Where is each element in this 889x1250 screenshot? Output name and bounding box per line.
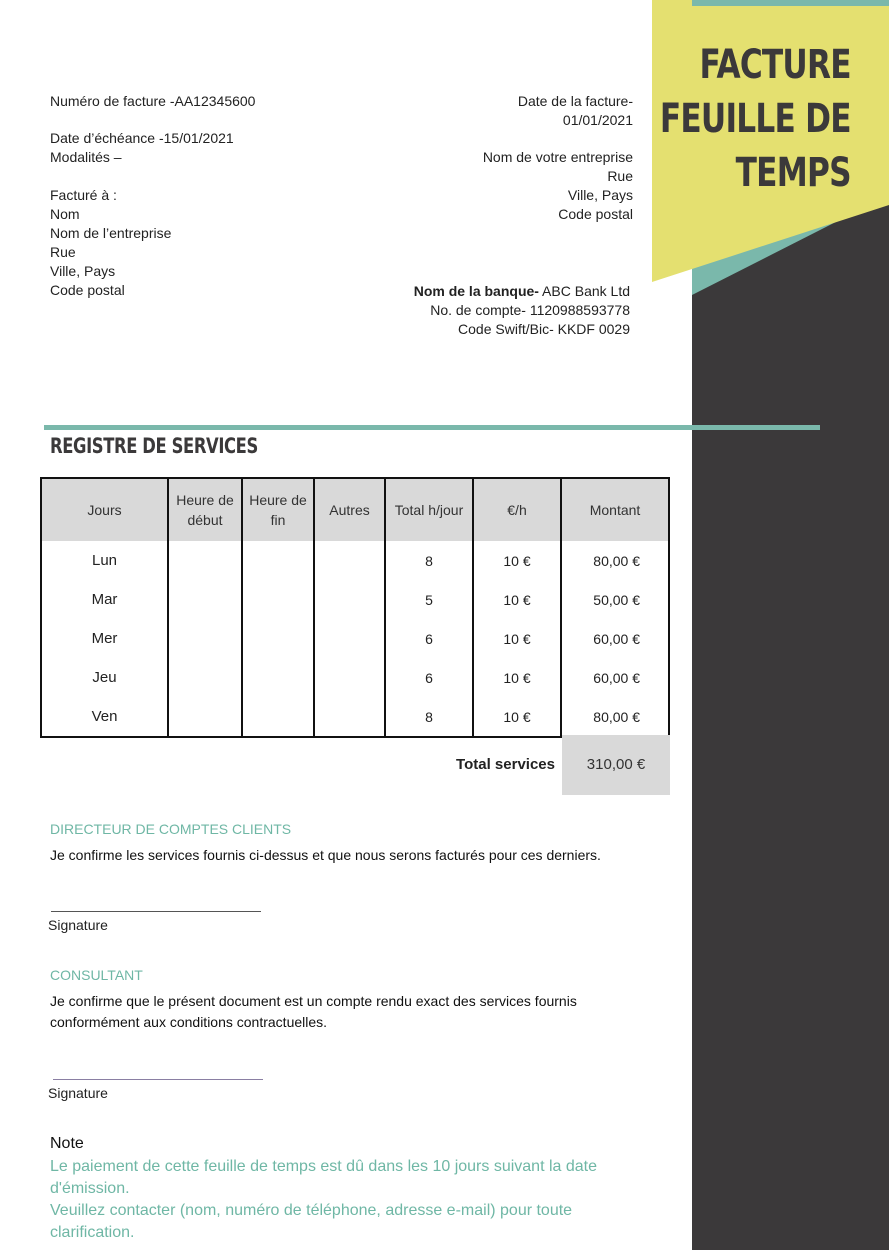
due-date: Date d’échéance -15/01/2021: [50, 130, 234, 146]
signature-label: Signature: [48, 917, 108, 933]
cell-end: [242, 658, 314, 697]
cell-end: [242, 541, 314, 580]
note-line-1: Le paiement de cette feuille de temps est dû dans les 10 jours suivant la date d'émission.: [50, 1158, 598, 1197]
title-line-3: TEMPS: [735, 150, 851, 196]
note-body: [50, 1156, 640, 1244]
billed-to-label: Facturé à :: [50, 187, 117, 203]
cell-hours: 5: [385, 580, 473, 619]
cell-end: [242, 580, 314, 619]
bank-name-value: ABC Bank Ltd: [538, 283, 630, 299]
company-details: [483, 92, 633, 224]
cell-end: [242, 697, 314, 737]
cell-day: Lun: [91, 552, 118, 569]
cell-amount: 80,00 €: [561, 541, 669, 580]
billed-to-postal: Code postal: [50, 282, 125, 298]
cell-rate: 10 €: [473, 541, 561, 580]
bank-details: [414, 282, 630, 339]
cell-other: [314, 541, 385, 580]
bank-swift: Code Swift/Bic- KKDF 0029: [458, 321, 630, 337]
title-line-1: FACTURE: [699, 42, 851, 88]
table-header-row: [41, 478, 669, 541]
table-row: [41, 658, 669, 697]
bank-name-label: Nom de la banque-: [413, 283, 539, 299]
signature-line: [53, 1079, 263, 1080]
cell-day: Jeu: [92, 669, 117, 686]
consultant-statement: Je confirme que le présent document est un compte rendu exact des services fournis conformément aux conditions contractuelles.: [50, 993, 577, 1030]
header-rate: €/h: [473, 478, 561, 541]
consultant-role: CONSULTANT: [50, 967, 143, 983]
table-row: [41, 580, 669, 619]
cell-rate: 10 €: [473, 658, 561, 697]
cell-day: Mer: [91, 630, 118, 647]
billed-to-city: Ville, Pays: [50, 263, 116, 279]
cell-start: [168, 619, 242, 658]
table-row: [41, 619, 669, 658]
cell-amount: 50,00 €: [561, 580, 669, 619]
section-title: REGISTRE DE SERVICES: [50, 434, 258, 458]
cell-hours: 6: [385, 619, 473, 658]
company-postal: Code postal: [558, 206, 633, 222]
table-row: [41, 697, 669, 737]
cell-other: [314, 580, 385, 619]
invoice-date-value: 01/01/2021: [562, 112, 633, 128]
document-title: [660, 38, 851, 200]
cell-day: Mar: [91, 591, 118, 608]
cell-rate: 10 €: [473, 697, 561, 737]
header-other: Autres: [314, 478, 385, 541]
note-line-2: Veuillez contacter (nom, numéro de téléphone, adresse e-mail) pour toute clarification.: [50, 1202, 573, 1241]
header-end-time: Heure de fin: [242, 478, 314, 541]
cell-start: [168, 541, 242, 580]
header-total-hours: Total h/jour: [385, 478, 473, 541]
invoice-date-label: Date de la facture-: [517, 93, 633, 109]
table-row: [41, 541, 669, 580]
signature-label: Signature: [48, 1085, 108, 1101]
cell-hours: 8: [385, 541, 473, 580]
cell-start: [168, 580, 242, 619]
section-divider: [44, 425, 820, 430]
cell-hours: 6: [385, 658, 473, 697]
cell-end: [242, 619, 314, 658]
cell-rate: 10 €: [473, 619, 561, 658]
cell-amount: 80,00 €: [561, 697, 669, 737]
header-amount: Montant: [561, 478, 669, 541]
cell-hours: 8: [385, 697, 473, 737]
invoice-number: Numéro de facture -AA12345600: [50, 93, 256, 109]
billed-to-company: Nom de l’entreprise: [50, 225, 172, 241]
cell-day: Ven: [91, 708, 118, 725]
services-table: [40, 477, 670, 738]
cell-other: [314, 658, 385, 697]
total-services-label: Total services: [456, 756, 555, 773]
billed-to-street: Rue: [50, 244, 76, 260]
total-services-value: 310,00 €: [562, 735, 670, 795]
cell-amount: 60,00 €: [561, 658, 669, 697]
cell-other: [314, 619, 385, 658]
account-director-statement: Je confirme les services fournis ci-dessus et que nous serons facturés pour ces derniers.: [50, 847, 601, 863]
bank-name: [414, 282, 630, 301]
company-street: Rue: [607, 168, 633, 184]
payment-terms: Modalités –: [50, 149, 122, 165]
invoice-details: [50, 92, 255, 300]
bank-account: No. de compte- 1120988593778: [430, 302, 630, 318]
title-line-2: FEUILLE DE: [660, 96, 851, 142]
cell-start: [168, 697, 242, 737]
header-start-time: Heure de début: [168, 478, 242, 541]
cell-other: [314, 697, 385, 737]
note-title: Note: [50, 1135, 84, 1152]
account-director-role: DIRECTEUR DE COMPTES CLIENTS: [50, 821, 292, 837]
header-days: Jours: [41, 478, 168, 541]
billed-to-name: Nom: [50, 206, 80, 222]
cell-rate: 10 €: [473, 580, 561, 619]
cell-start: [168, 658, 242, 697]
cell-amount: 60,00 €: [561, 619, 669, 658]
company-city: Ville, Pays: [567, 187, 633, 203]
company-name: Nom de votre entreprise: [482, 149, 633, 165]
signature-line: [51, 911, 261, 912]
